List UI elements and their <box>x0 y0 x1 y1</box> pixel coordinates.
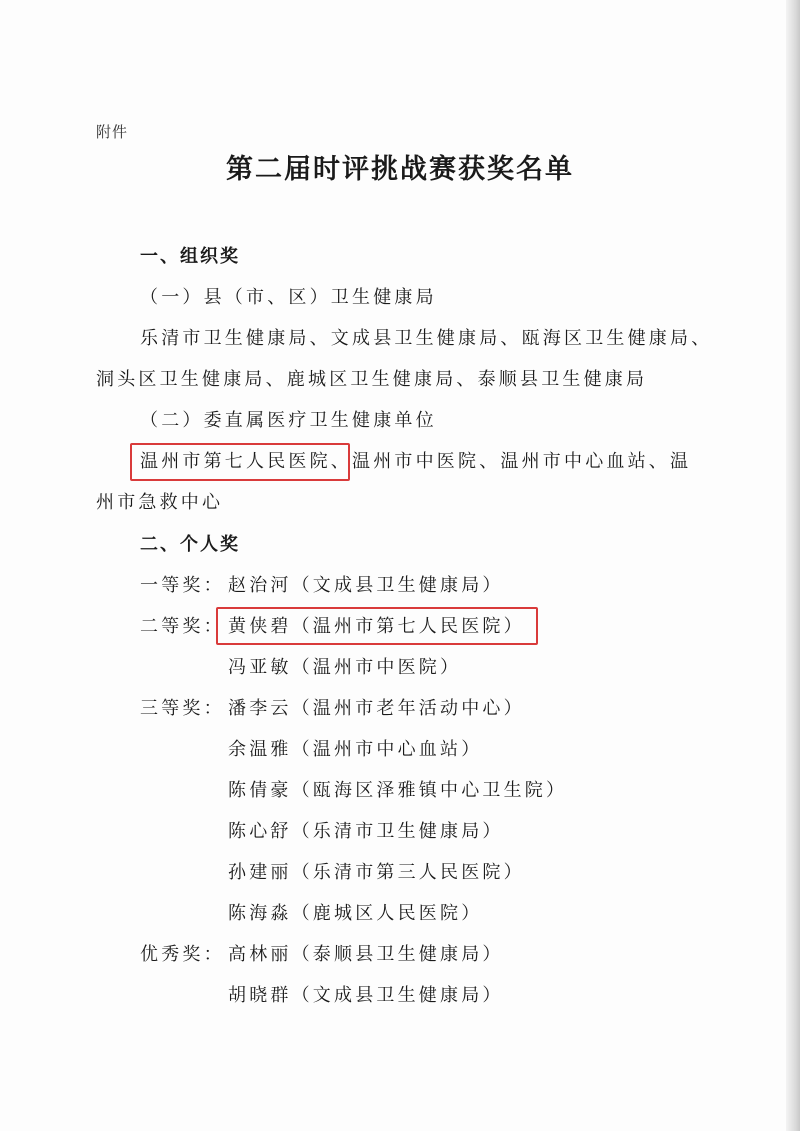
highlight-box-hospital-organization <box>130 443 350 481</box>
excellence-prize-winner: 胡晓群（文成县卫生健康局） <box>228 985 504 1006</box>
county-winners-line-2: 洞头区卫生健康局、鹿城区卫生健康局、泰顺县卫生健康局 <box>96 369 648 390</box>
document-title: 第二届时评挑战赛获奖名单 <box>226 154 574 185</box>
third-prize-winner: 陈海淼（鹿城区人民医院） <box>228 903 483 924</box>
county-winners-line-1: 乐清市卫生健康局、文成县卫生健康局、瓯海区卫生健康局、 <box>140 328 713 349</box>
second-prize-label: 二等奖： <box>140 616 225 637</box>
third-prize-winner: 潘李云（温州市老年活动中心） <box>228 698 525 719</box>
third-prize-winner: 陈倩豪（瓯海区泽雅镇中心卫生院） <box>228 780 568 801</box>
attachment-label: 附件 <box>96 123 129 141</box>
excellence-prize-winner: 高林丽（泰顺县卫生健康局） <box>228 944 504 965</box>
third-prize-winner: 余温雅（温州市中心血站） <box>228 739 483 760</box>
highlighted-unit-text: 温州市第七人民医院、 <box>140 451 352 472</box>
organization-award-heading: 一、组织奖 <box>140 246 240 267</box>
highlight-box-second-prize-winner <box>216 607 538 645</box>
third-prize-winner: 陈心舒（乐清市卫生健康局） <box>228 821 504 842</box>
first-prize-winner: 赵治河（文成县卫生健康局） <box>228 575 504 596</box>
direct-units-line-2: 州市急救中心 <box>96 492 224 513</box>
excellence-prize-label: 优秀奖： <box>140 944 225 965</box>
county-section-heading: （一）县（市、区）卫生健康局 <box>140 287 437 308</box>
first-prize-label: 一等奖： <box>140 575 225 596</box>
third-prize-label: 三等奖： <box>140 698 225 719</box>
second-prize-winner: 黄侠碧（温州市第七人民医院） <box>228 616 525 637</box>
third-prize-winner: 孙建丽（乐清市第三人民医院） <box>228 862 525 883</box>
individual-award-heading: 二、个人奖 <box>140 534 240 555</box>
second-prize-winner: 冯亚敏（温州市中医院） <box>228 657 462 678</box>
direct-units-rest-text: 温州市中医院、温州市中心血站、温 <box>352 451 692 472</box>
direct-units-section-heading: （二）委直属医疗卫生健康单位 <box>140 410 437 431</box>
